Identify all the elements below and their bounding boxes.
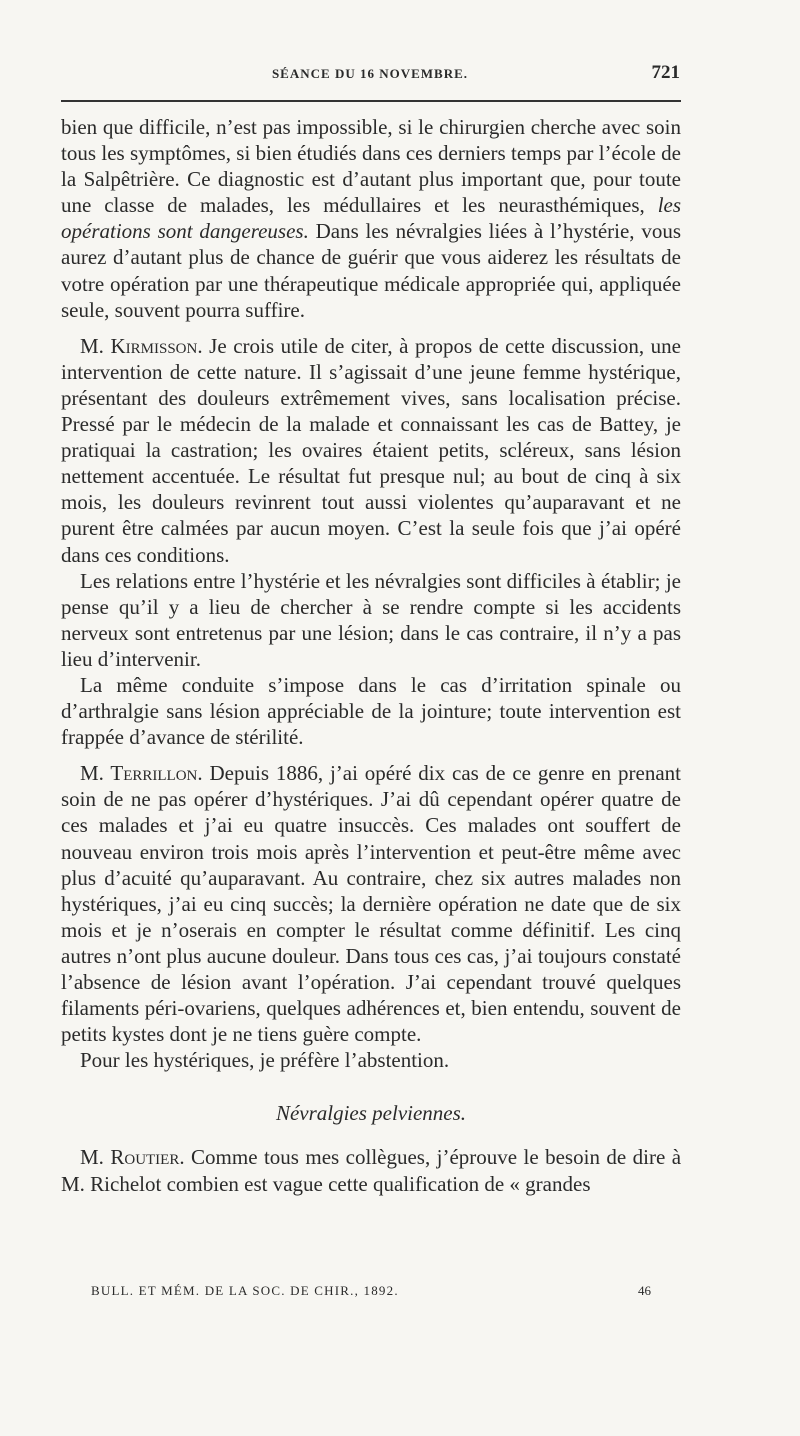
emphasis-text: les opérations sont dangereuses. [61,193,682,244]
section-heading: Névralgies pelviennes. [275,1101,467,1126]
paragraph-kirmisson [61,333,681,568]
header-rule [61,100,681,102]
page-header [60,62,680,92]
page-number: 721 [651,62,680,83]
paragraph-text: Dans les névralgies liées à l’hystérie, vous aurez d’autant plus de chance de guérir que vous aiderez les résultats de votre opération par une thérapeutique médicale appropriée qui, appliquée seule, souvent pourra suffire. [61,219,681,322]
speaker-name: M. Kirmisson. [80,333,203,358]
paragraph-text: Comme tous mes collègues, j’éprouve le besoin de dire à M. Richelot combien est vague cette qualification de « grandes [61,1145,682,1196]
paragraph: Pour les hystériques, je préfère l’abstention. [80,1048,450,1073]
paragraph-routier [61,1144,681,1196]
paragraph-continued [61,114,681,323]
signature-mark: 46 [638,1283,651,1298]
paragraph: La même conduite s’impose dans le cas d’irritation spinale ou d’arthralgie sans lésion appréciable de la jointure; toute intervention est frappée d’avance de stérilité. [61,672,681,750]
journal-reference: BULL. ET MÉM. DE LA SOC. DE CHIR., 1892. [91,1283,399,1298]
running-title: SÉANCE DU 16 NOVEMBRE. [271,66,469,81]
speaker-name: M. Terrillon. [80,761,203,786]
paragraph-text: Depuis 1886, j’ai opéré dix cas de ce genre en prenant soin de ne pas opérer d’hystériques. J’ai dû cependant opérer quatre de ces malades et j’ai eu quatre insuccès. Ces malades ont souffert de nouveau environ trois mois après l’intervention et peut-être même avec plus d’acuité qu’auparavant. Au contraire, chez six autres malades non hystériques, j’ai eu cinq succès; la dernière opération ne date que de six mois et je n’oserais en compter le résultat comme définitif. Les cinq autres n’ont plus aucune douleur. Dans tous ces cas, j’ai toujours constaté l’absence de lésion avant l’opération. J’ai cependant trouvé quelques filaments péri-ovariens, quelques adhérences et, bien entendu, souvent de petits kystes dont je ne tiens guère compte. [61,761,681,1047]
page-footer [91,1283,651,1303]
paragraph-text: Je crois utile de citer, à propos de cette discussion, une intervention de cette nature. Il s’agissait d’une jeune femme hystérique, présentant des douleurs extrêmement vives, sans localisation précise. Pressé par le médecin de la malade et connaissant les cas de Battey, je pratiquai la castration; les ovaires étaient petits, scléreux, sans lésion nettement accentuée. Le résultat fut presque nul; au bout de cinq à six mois, les douleurs revinrent tout aussi violentes qu’auparavant et ne purent être calmées par aucun moyen. C’est la seule fois que j’ai opéré dans ces conditions. [61,333,681,567]
speaker-name: M. Routier. [80,1145,185,1170]
paragraph-text: bien que difficile, n’est pas impossible, si le chirurgien cherche avec soin tous les symptômes, si bien étudiés dans ces derniers temps par l’école de la Salpêtrière. Ce diagnostic est d’autant plus important que, pour toute une classe de malades, les médullaires et les neurasthémiques, [61,115,681,218]
paragraph-terrillon [61,760,681,1047]
paragraph: Les relations entre l’hystérie et les névralgies sont difficiles à établir; je pense qu’il y a lieu de chercher à se rendre compte si les accidents nerveux sont entretenus par une lésion; dans le cas contraire, il n’y a pas lieu d’intervenir. [61,568,681,671]
body-text [61,114,681,1197]
